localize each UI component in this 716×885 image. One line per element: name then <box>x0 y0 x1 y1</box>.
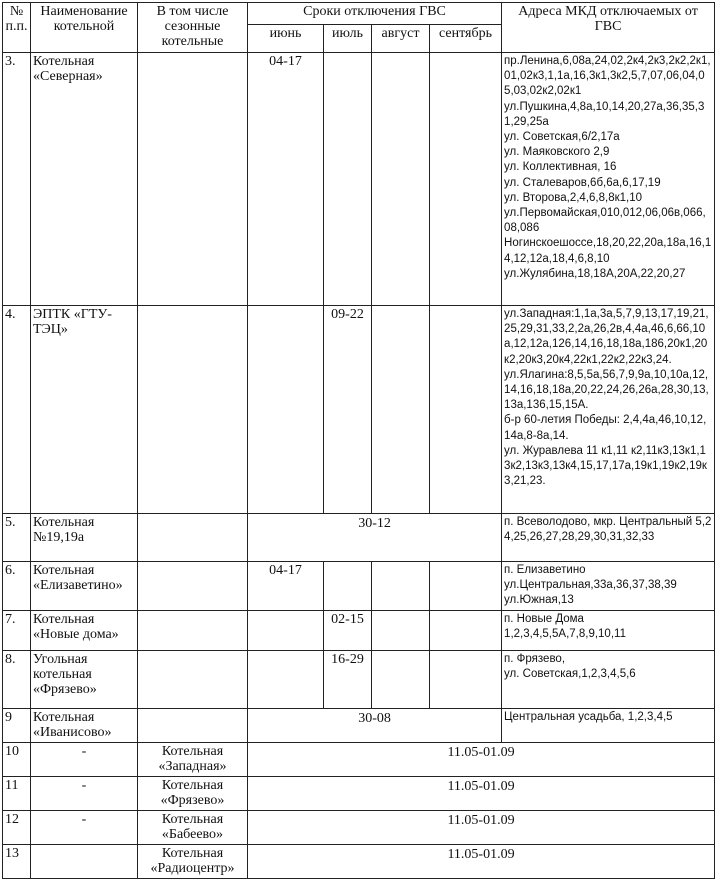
address-line: ул.Южная,13 <box>504 594 574 607</box>
header-number: № п.п. <box>3 3 31 53</box>
header-july: июль <box>324 25 372 53</box>
address-line: б-р 60-летия Победы: 2,4,4а,46,10,12,14а,8-8а,14. <box>504 414 707 442</box>
row-number: 7. <box>3 610 31 650</box>
address-line: ул. Советская,6/2,17а <box>504 131 620 144</box>
boiler-name: Котельная «Елизаветино» <box>31 562 138 611</box>
seasonal-boiler: Котельная «Радиоцентр» <box>138 844 248 878</box>
address-line: ул.Центральная,33а,36,37,38,39 <box>504 579 677 592</box>
header-address: Адреса МКД отключаемых от ГВС <box>502 3 715 53</box>
july-cell: 09-22 <box>324 306 372 514</box>
address-cell <box>502 610 715 650</box>
boiler-name: Котельная «Иванисово» <box>31 708 138 742</box>
period-span-cell: 11.05-01.09 <box>248 776 715 810</box>
address-line: ул. Коллективная, 16 <box>504 161 617 174</box>
august-cell <box>372 562 430 611</box>
table-row <box>3 562 715 611</box>
address-line: ул. Советская,1,2,3,4,5,6 <box>504 667 636 680</box>
row-number: 5. <box>3 514 31 562</box>
row-number: 9 <box>3 708 31 742</box>
header-boiler-name: Наименование котельной <box>31 3 138 53</box>
address-line: ул.Жулябина,18,18А,20А,22,20,27 <box>504 267 686 280</box>
address-line: п. Всеволодово, мкр. Центральный 5,24,25,26,27,28,29,30,31,32,33 <box>504 516 712 544</box>
address-line: ул.Ялагина:8,5,5а,56,7,9,9а,10,10а,12,14,16,18,18а,20,22,24,26,26а,28,30,13,13а,136,15,15А. <box>504 368 709 412</box>
boiler-name: Угольная котельная «Фрязево» <box>31 650 138 708</box>
table-row <box>3 53 715 306</box>
address-line: ул.Первомайская,010,012,06,06в,066,08,086 <box>504 207 706 235</box>
seasonal-cell <box>138 562 248 611</box>
table-row <box>3 776 715 810</box>
address-cell <box>502 514 715 562</box>
table-row <box>3 742 715 776</box>
september-cell <box>430 562 502 611</box>
june-cell <box>248 650 324 708</box>
table-row <box>3 610 715 650</box>
august-cell <box>372 306 430 514</box>
address-cell <box>502 306 715 514</box>
address-line: ул. Журавлева 11 к1,11 к2,11к3,13к1,13к2,13к3,13к4,15,17,17а,19к1,19к2,19к3,21,23. <box>504 444 707 488</box>
boiler-name: Котельная «Новые дома» <box>31 610 138 650</box>
row-number: 13 <box>3 844 31 878</box>
boiler-name: ЭПТК «ГТУ-ТЭЦ» <box>31 306 138 514</box>
address-line: п. Фрязево, <box>504 652 566 665</box>
period-span-cell: 30-08 <box>248 708 502 742</box>
july-cell <box>324 562 372 611</box>
period-span-cell: 11.05-01.09 <box>248 810 715 844</box>
table-row <box>3 514 715 562</box>
june-cell <box>248 610 324 650</box>
row-number: 10 <box>3 742 31 776</box>
row-number: 6. <box>3 562 31 611</box>
seasonal-cell <box>138 306 248 514</box>
header-period: Сроки отключения ГВС <box>248 3 502 25</box>
address-cell <box>502 708 715 742</box>
seasonal-cell <box>138 650 248 708</box>
header-september: сентябрь <box>430 25 502 53</box>
june-cell: 04-17 <box>248 53 324 306</box>
row-number: 11 <box>3 776 31 810</box>
boiler-name <box>31 844 138 878</box>
table-row <box>3 650 715 708</box>
table-row <box>3 708 715 742</box>
row-number: 12 <box>3 810 31 844</box>
seasonal-boiler: Котельная «Бабеево» <box>138 810 248 844</box>
august-cell <box>372 650 430 708</box>
address-line: Центральная усадьба, 1,2,3,4,5 <box>504 710 673 723</box>
row-number: 8. <box>3 650 31 708</box>
june-cell <box>248 306 324 514</box>
september-cell <box>430 610 502 650</box>
address-line: ул.Западная:1,1а,3а,5,7,9,13,17,19,21,25,29,31,33,2,2а,26,2в,4,4а,46,6,66,10а,12,12а,126,14,16,18,18а,186,20к1,20к2,20к3,20к4,22к1,22к2,22к3,24. <box>504 308 709 366</box>
address-line: ул. Второва,2,4,6,8,8к1,10 <box>504 191 643 204</box>
september-cell <box>430 306 502 514</box>
address-line: Ногинскоешоссе,18,20,22,20а,18а,16,14,12,12а,18,4,6,8,10 <box>504 237 712 265</box>
august-cell <box>372 610 430 650</box>
period-span-cell: 11.05-01.09 <box>248 844 715 878</box>
address-line: пр.Ленина,6,08а,24,02,2к4,2к3,2к2,2к1,01,02к3,1,1а,16,3к1,3к2,5,7,07,06,04,05,03,02к2,02к1 <box>504 55 711 98</box>
period-span-cell: 11.05-01.09 <box>248 742 715 776</box>
address-cell <box>502 650 715 708</box>
address-cell <box>502 53 715 306</box>
shutdown-schedule-table <box>2 2 715 879</box>
boiler-name: - <box>31 810 138 844</box>
seasonal-cell <box>138 53 248 306</box>
header-seasonal: В том числе сезонные котельные <box>138 3 248 53</box>
boiler-name: - <box>31 742 138 776</box>
july-cell <box>324 53 372 306</box>
address-line: ул. Сталеваров,6б,6а,6,17,19 <box>504 176 661 189</box>
boiler-name: Котельная «Северная» <box>31 53 138 306</box>
seasonal-boiler: Котельная «Фрязево» <box>138 776 248 810</box>
address-line: ул.Пушкина,4,8а,10,14,20,27а,36,35,31,29,25а <box>504 100 705 128</box>
row-number: 3. <box>3 53 31 306</box>
period-span-cell: 30-12 <box>248 514 502 562</box>
table-row <box>3 844 715 878</box>
header-august: август <box>372 25 430 53</box>
seasonal-cell <box>138 514 248 562</box>
seasonal-cell <box>138 708 248 742</box>
boiler-name: - <box>31 776 138 810</box>
address-line: п. Елизаветино <box>504 564 586 576</box>
september-cell <box>430 53 502 306</box>
address-cell <box>502 562 715 611</box>
seasonal-boiler: Котельная «Западная» <box>138 742 248 776</box>
september-cell <box>430 650 502 708</box>
row-number: 4. <box>3 306 31 514</box>
table-row <box>3 810 715 844</box>
address-line: 1,2,3,4,5,5А,7,8,9,10,11 <box>504 627 626 640</box>
table-row <box>3 306 715 514</box>
seasonal-cell <box>138 610 248 650</box>
june-cell: 04-17 <box>248 562 324 611</box>
july-cell: 16-29 <box>324 650 372 708</box>
address-line: п. Новые Дома <box>504 612 584 625</box>
header-june: июнь <box>248 25 324 53</box>
july-cell: 02-15 <box>324 610 372 650</box>
august-cell <box>372 53 430 306</box>
address-line: ул. Маяковского 2,9 <box>504 146 610 159</box>
boiler-name: Котельная №19,19а <box>31 514 138 562</box>
